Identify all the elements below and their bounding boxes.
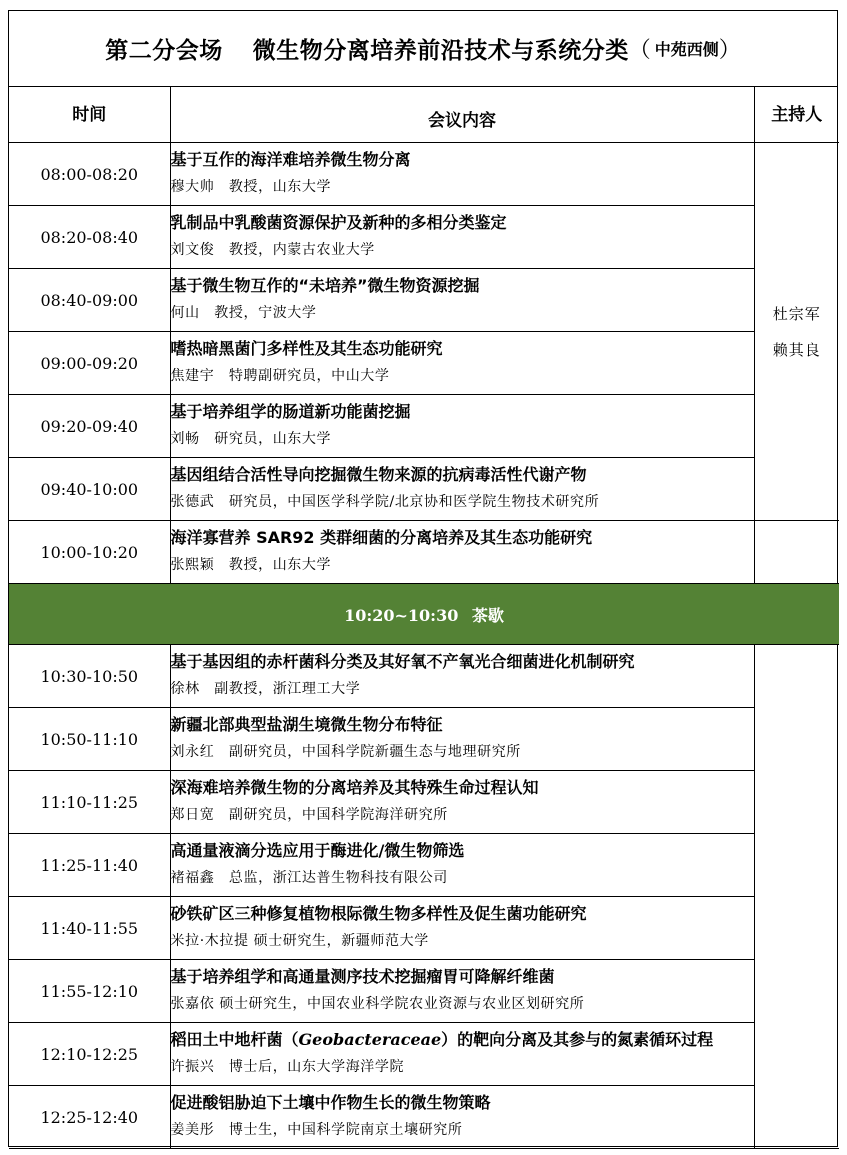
talk-speaker: 何山 教授，宁波大学	[170, 305, 317, 321]
talk-speaker: 刘文俊 教授，内蒙古农业大学	[170, 242, 375, 258]
session-title: 第二分会场	[105, 38, 223, 64]
table-row	[9, 897, 839, 960]
tea-break-time: 10:20~10:30	[344, 605, 459, 625]
talk-cell	[170, 960, 754, 1023]
talk-time: 09:40-10:00	[9, 458, 170, 521]
tea-break-label: 茶歇	[471, 605, 504, 625]
table-row	[9, 834, 839, 897]
talk-time: 08:40-09:00	[9, 269, 170, 332]
talk-cell	[170, 521, 754, 584]
talk-speaker: 张嘉依 硕士研究生，中国农业科学院农业资源与农业区划研究所	[170, 996, 585, 1012]
venue-close-paren: ）	[718, 38, 741, 63]
talk-time: 08:20-08:40	[9, 206, 170, 269]
talk-speaker: 米拉·木拉提 硕士研究生，新疆师范大学	[170, 933, 429, 949]
talk-cell	[170, 834, 754, 897]
talk-cell	[170, 897, 754, 960]
talk-time: 09:00-09:20	[9, 332, 170, 395]
table-row	[9, 960, 839, 1023]
talk-title: 海洋寡营养 SAR92 类群细菌的分离培养及其生态功能研究	[170, 528, 593, 547]
talk-cell	[170, 206, 754, 269]
session-theme: 微生物分离培养前沿技术与系统分类	[252, 38, 629, 64]
talk-time: 10:50-11:10	[9, 708, 170, 771]
talk-cell	[170, 332, 754, 395]
talk-cell	[170, 395, 754, 458]
talk-speaker: 徐林 副教授，浙江理工大学	[170, 681, 361, 697]
talk-cell	[170, 143, 754, 206]
talk-title: 基于微生物互作的“未培养”微生物资源挖掘	[170, 276, 480, 295]
talk-cell	[170, 771, 754, 834]
talk-title: 新疆北部典型盐湖生境微生物分布特征	[170, 715, 443, 734]
taxon-name: Geobacteraceae	[298, 1030, 442, 1049]
talk-time: 08:00-08:20	[9, 143, 170, 206]
talk-title: 稻田土中地杆菌（Geobacteraceae）的靶向分离及其参与的氮素循环过程	[170, 1030, 714, 1049]
schedule-table	[9, 87, 839, 1149]
talk-title: 促进酸铝胁迫下土壤中作物生长的微生物策略	[170, 1093, 491, 1112]
table-row	[9, 1086, 839, 1149]
talk-cell	[170, 269, 754, 332]
table-row	[9, 269, 839, 332]
table-row	[9, 395, 839, 458]
talk-time: 10:30-10:50	[9, 645, 170, 708]
table-row	[9, 645, 839, 708]
talk-title: 深海难培养微生物的分离培养及其特殊生命过程认知	[170, 778, 539, 797]
host-name: 杜宗军	[772, 304, 821, 323]
venue-open-paren: （	[628, 38, 651, 63]
table-row	[9, 143, 839, 206]
table-row	[9, 332, 839, 395]
talk-speaker: 姜美彤 博士生，中国科学院南京土壤研究所	[170, 1122, 463, 1138]
empty-host-cell	[754, 645, 839, 1149]
talk-speaker: 穆大帅 教授，山东大学	[170, 179, 332, 195]
talk-time: 11:40-11:55	[9, 897, 170, 960]
talk-time: 11:55-12:10	[9, 960, 170, 1023]
talk-speaker: 张德武 研究员，中国医学科学院/北京协和医学院生物技术研究所	[170, 494, 600, 510]
talk-cell	[170, 1086, 754, 1149]
talk-title: 基于基因组的赤杆菌科分类及其好氧不产氧光合细菌进化机制研究	[170, 652, 635, 671]
header-row	[9, 87, 839, 143]
table-row	[9, 458, 839, 521]
talk-speaker: 褚福鑫 总监，浙江达普生物科技有限公司	[170, 870, 448, 886]
time-column-header: 时间	[9, 87, 170, 143]
talk-time: 11:10-11:25	[9, 771, 170, 834]
talk-time: 09:20-09:40	[9, 395, 170, 458]
title-row	[9, 11, 837, 87]
table-row	[9, 708, 839, 771]
schedule-sheet	[8, 10, 838, 1147]
talk-time: 10:00-10:20	[9, 521, 170, 584]
tea-break-cell	[9, 584, 839, 645]
host-cell	[754, 143, 839, 521]
host-name: 赖其良	[772, 340, 821, 359]
talk-cell	[170, 458, 754, 521]
table-row	[9, 1023, 839, 1086]
talk-cell	[170, 645, 754, 708]
content-column-header: 会议内容	[170, 87, 754, 143]
talk-title: 基于互作的海洋难培养微生物分离	[170, 150, 411, 169]
talk-title: 砂铁矿区三种修复植物根际微生物多样性及促生菌功能研究	[170, 904, 587, 923]
talk-time: 12:10-12:25	[9, 1023, 170, 1086]
talk-title: 嗜热暗黑菌门多样性及其生态功能研究	[170, 339, 443, 358]
empty-host-cell	[754, 521, 839, 584]
host-column-header: 主持人	[754, 87, 839, 143]
talk-speaker: 张熙颖 教授，山东大学	[170, 557, 332, 573]
talk-title: 乳制品中乳酸菌资源保护及新种的多相分类鉴定	[170, 213, 507, 232]
talk-speaker: 焦建宇 特聘副研究员，中山大学	[170, 368, 390, 384]
talk-time: 12:25-12:40	[9, 1086, 170, 1149]
talk-speaker: 刘畅 研究员，山东大学	[170, 431, 332, 447]
talk-speaker: 郑日宽 副研究员，中国科学院海洋研究所	[170, 807, 448, 823]
talk-title: 基于培养组学和高通量测序技术挖掘瘤胃可降解纤维菌	[170, 967, 555, 986]
talk-title: 基因组结合活性导向挖掘微生物来源的抗病毒活性代谢产物	[170, 465, 587, 484]
talk-speaker: 刘永红 副研究员，中国科学院新疆生态与地理研究所	[170, 744, 521, 760]
talk-speaker: 许振兴 博士后，山东大学海洋学院	[170, 1059, 405, 1075]
venue-label: 中苑西侧	[654, 40, 719, 59]
talk-title: 基于培养组学的肠道新功能菌挖掘	[170, 402, 411, 421]
talk-cell	[170, 708, 754, 771]
talk-time: 11:25-11:40	[9, 834, 170, 897]
talk-cell	[170, 1023, 754, 1086]
table-row	[9, 206, 839, 269]
talk-title: 高通量液滴分选应用于酶进化/微生物筛选	[170, 841, 465, 860]
table-row	[9, 521, 839, 584]
tea-break-row	[9, 584, 839, 645]
table-row	[9, 771, 839, 834]
